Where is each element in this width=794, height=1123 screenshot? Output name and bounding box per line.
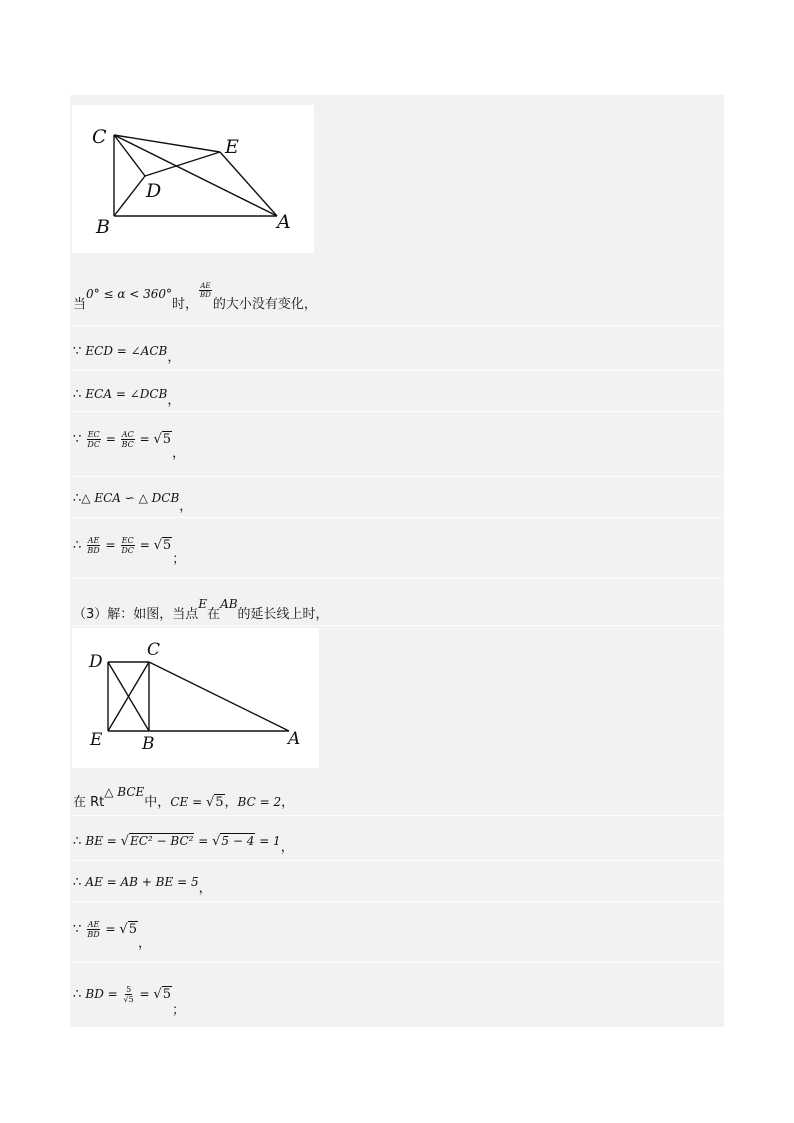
radicand: 5 [128,922,137,937]
label-D: D [146,180,162,202]
because-symbol: ∵ [73,344,86,359]
radicand: 5 [162,538,172,553]
equals: = [135,432,154,446]
figure2-svg [72,628,319,768]
seg-CA [149,662,289,731]
therefore-symbol: ∴ [73,987,86,1002]
ratio-den: DC [121,546,134,555]
sqrt-5-minus-4: √5 − 4 [212,834,255,849]
label-A: A [288,729,301,749]
sqrt-5: √5 [205,795,224,810]
label-E: E [225,136,239,158]
seg-CA [114,135,277,216]
because-symbol: ∵ [73,432,86,447]
ratio-num: AE [200,282,211,290]
row-7 [70,579,724,626]
equals: = [101,538,120,552]
ratio-den: DC [87,440,100,449]
sqrt-5: √5 [119,922,137,937]
comma: ， [167,350,181,365]
ratio-den: BD [87,546,100,555]
sqrt-difference: √EC² − BC² [120,834,194,849]
because-symbol: ∵ [73,922,86,937]
ratio-EC-DC [120,536,135,555]
row-10 [70,861,724,902]
expr-BD: BD = [85,987,122,1001]
ratio-EC-DC [86,430,101,449]
row-9 [70,816,724,861]
ratio-den: √5 [123,995,134,1004]
row-1 [70,267,724,326]
comma: ， [137,936,151,951]
ratio-AE-BD [86,920,100,939]
comma: ， [179,499,193,514]
semicolon: ； [172,1003,186,1018]
text-extension: 的延长线上时， [237,607,329,622]
therefore-symbol: ∴ [73,875,86,890]
comma: ， [172,446,186,461]
row-6 [70,518,724,579]
ratio-num: AE [87,920,100,929]
label-B: B [96,216,110,238]
equals: = [135,538,154,552]
equals: = [101,922,120,936]
point-E: E [198,597,208,611]
ratio-num: 5 [126,985,132,994]
semicolon: ； [172,552,186,567]
label-D: D [89,652,103,672]
ratio-den: BD [200,291,211,299]
text-unchanged: 的大小没有变化， [212,297,317,312]
expr-ECA: ECA = ∠DCB [85,387,168,401]
text-when: 当 [73,297,87,312]
equals: = [194,834,213,848]
therefore-symbol: ∴ [73,538,86,553]
radicand: 5 [162,987,171,1002]
triangle-BCE: △ BCE [104,785,145,799]
label-A: A [277,211,291,233]
label-C: C [92,126,107,148]
expr-ECD: ECD = ∠ACB [85,344,168,358]
ratio-num: EC [121,536,134,545]
row-12 [70,963,724,1027]
comma: ， [224,795,238,810]
radicand: 5 − 4 [221,834,255,848]
sqrt-5: √5 [153,538,172,553]
radicand: 5 [215,795,224,810]
solution-panel [70,95,724,1027]
comma: ， [167,393,181,408]
seg-DB [114,176,145,216]
comma: ， [198,881,212,896]
label-C: C [147,640,161,660]
radicand: 5 [128,995,134,1004]
condition-alpha: 0° ≤ α < 360° [86,287,173,301]
therefore-symbol: ∴ [73,834,86,849]
figure-rectangle-triangle [72,628,319,768]
therefore-symbol: ∴ [73,387,86,402]
equals: = [135,987,154,1001]
radicand: EC² − BC² [129,834,194,848]
row-5 [70,477,724,518]
seg-EA [220,152,277,216]
segment-AB: AB [220,597,238,611]
ratio-num: AC [121,430,134,439]
part3-intro: （3）解：如图，当点 [73,607,199,622]
radicand: 5 [162,432,172,447]
ratio-AC-BC [121,430,135,449]
text-in-rt: 在 Rt [73,795,105,810]
comma: ， [281,795,295,810]
figure1-svg [72,105,314,253]
text-middle: 中， [144,795,171,810]
row-4 [70,412,724,477]
equals: = [101,432,120,446]
row-8 [70,775,724,816]
comma: ， [280,840,294,855]
ratio-den: BD [87,930,100,939]
label-E: E [90,730,103,750]
sqrt-5: √5 [153,432,172,447]
similar-triangles: △ ECA ∽ △ DCB [81,491,180,505]
expr-CE: CE = [170,795,206,809]
text-time: 时， [172,297,199,312]
sqrt-5: √5 [153,987,171,1002]
ratio-5-sqrt5 [123,985,135,1004]
result-1: = 1 [255,834,281,848]
expr-BC: BC = 2 [237,795,282,809]
row-11 [70,902,724,963]
expr-BE: BE = [85,834,121,848]
therefore-symbol: ∴ [73,491,82,506]
seg-CD [114,135,145,176]
row-2 [70,326,724,371]
figure-quadrilateral [72,105,314,253]
ratio-num: AE [87,536,100,545]
row-3 [70,371,724,412]
ratio-num: EC [87,430,100,439]
label-B: B [142,734,155,754]
ratio-den: BC [121,440,134,449]
ratio-AE-BD [199,282,212,299]
text-on: 在 [207,607,221,622]
expr-AE: AE = AB + BE = 5 [85,875,199,889]
ratio-AE-BD [86,536,100,555]
